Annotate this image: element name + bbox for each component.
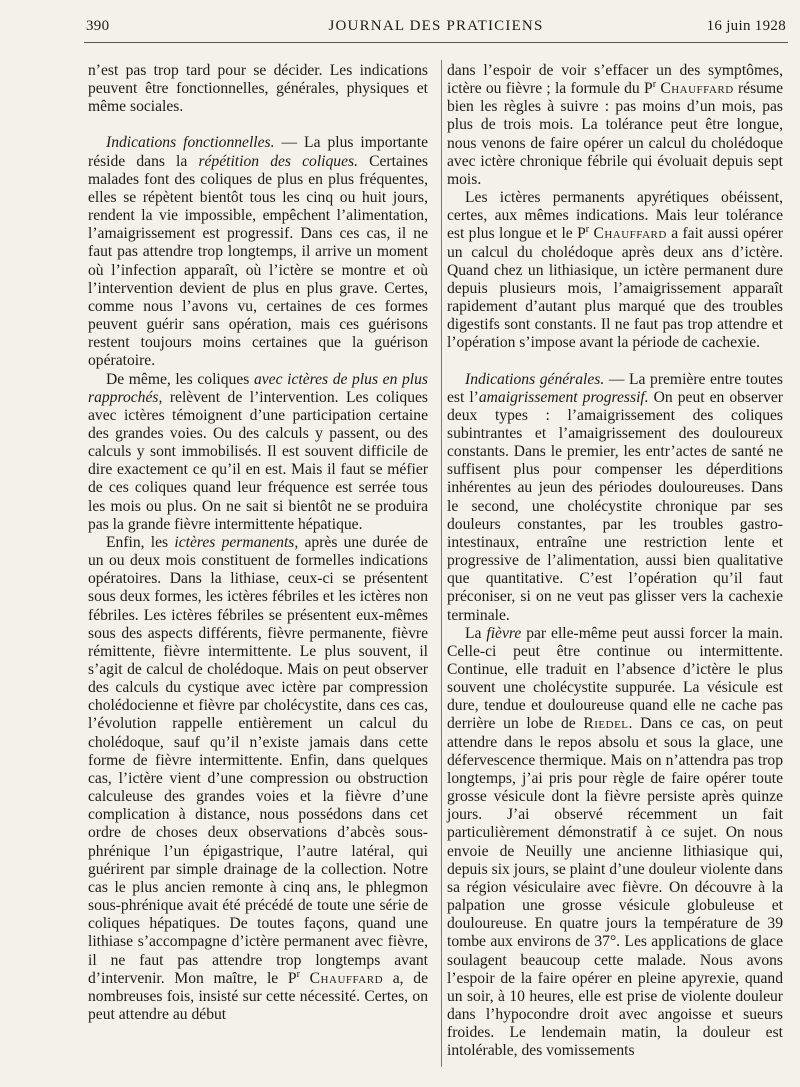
title-abbrev: P [644,80,653,98]
emphasis: ictères permanents, [174,533,299,551]
paragraph [447,189,783,352]
paragraph [447,371,783,625]
author-name: Riedel [583,715,629,733]
paragraph [88,534,428,1024]
paragraph-text: . Dans ce cas, on peut attendre dans le repos absolu et sous la glace, une défervescence thermique. Mais on n’attendra pas trop longtemps, j’ai pris pour règle de faire opérer toute grosse vésicule dont la fièvre persiste après quinze jours. J’ai observé récemment un fait particulièrement démonstratif à ce sujet. On nous envoie de Neuilly une ancienne lithiasique qui, depuis six jours, se plaint d’une douleur violente dans sa région vésiculaire avec fièvre. On découvre à la palpation une grosse vésicule globuleuse et douloureuse. En quatre jours la température de 39 tombe aux environs de 37°. Les applications de glace soulagent beaucoup cette malade. Nous avons l’espoir de la faire opérer en pleine apyrexie, quand un soir, à 10 heures, elle est prise de violente douleur dans l’hypocondre droit avec angoisse et sueurs froides. Le lendemain matin, la douleur est intolérable, des vomissements [447,715,783,1060]
paragraph-text: dans l’espoir de voir s’effacer un des symptômes, ictère ou fièvre ; la formule du [447,62,783,98]
paragraph-text: Certaines malades font des coliques de plus en plus fréquentes, elles se répètent bientôt tous les cinq ou huit jours, rendent la vie impossible, empêchent l’alimentation, l’amaigrissement est progressif. Dans ces cas, il ne faut pas attendre trop longtemps, il arrive un moment où l’infection apparaît, où l’ictère se montre et où l’intervention devient de plus en plus grave. Certes, comme nous l’avons vu, certaines de ces formes peuvent guérir sans opération, mais ces guérisons restent toujours moins certaines que la guérison opératoire. [88,152,428,370]
paragraph-text: Les ictères permanents apyrétiques obéissent, certes, aux mêmes indications. Mais leur tolérance est plus longue et le [447,189,783,243]
column-divider [441,60,442,1067]
paragraph [88,134,428,370]
section-heading: Indications générales. [465,370,605,388]
paragraph-text: — La plus importante réside dans la [88,134,428,170]
author-name: Chauffard [593,225,667,243]
paragraph-text: Enfin, les [106,533,175,551]
emphasis: fièvre [486,624,522,642]
paragraph-text: résume bien les règles à suivre : pas moins d’un mois, pas plus de trois mois. La tolérance peut être longue, nous venons de faire opérer un calcul du cholédoque avec ictère chronique fébrile qui évoluait depuis sept mois. [447,80,784,188]
running-header [86,18,786,42]
paragraph-text: n’est pas trop tard pour se décider. Les indications peuvent être fonctionnelles, générales, physiques et même sociales. [88,62,428,116]
paragraph-text: La [465,624,487,642]
paragraph-text: après une durée de un ou deux mois constituent de formelles indications opératoires. Dans la lithiase, ceux-ci se présentent sous deux formes, les ictères fébriles et les ictères non fébriles. Les ictères fébriles se présentent eux-mêmes sous des aspects différents, fièvre permanente, fièvre rémittente, fièvre intermittente. Le plus souvent, il s’agit de calcul de cholédoque. Mais on peut observer des calculs du cystique avec ictère par compression cholédocienne et fièvre par cholécystite, dans ces cas, l’évolution rappelle entièrement un calcul du cholédoque, sauf qu’il n’existe jamais dans cette forme de fièvre intermittente. Enfin, dans quelques cas, l’ictère vient d’une compression ou obstruction calculeuse des grandes voies et la fièvre d’une complication à distance, nous possédons dans cet ordre de choses deux observations d’abcès sous-phrénique l’un épigastrique, l’autre latéral, qui guérirent par simple drainage de la collection. Notre cas le plus ancien remonte à cinq ans, le phlegmon sous-phrénique avait été précédé de toute une série de coliques hépatiques. De toutes façons, quand une lithiase s’accompagne d’ictère permanent avec fièvre, il ne faut pas attendre trop longtemps avant d’intervenir. Mon maître, le [88,533,428,987]
paragraph-text: a fait aussi opérer un calcul du cholédoque après deux ans d’ictère. Quand chez un lithiasique, un ictère permanent dure depuis plusieurs mois, l’amaigrissement apparaît rapidement d’autant plus marqué que des troubles digestifs sont constants. Il ne faut pas trop attendre et l’opération s’impose avant la période de cachexie. [447,225,783,352]
paragraph-text: — La première entre toutes est l’ [447,370,783,406]
paragraph-text: a, de nombreuses fois, insisté sur cette nécessité. Certes, on peut attendre au début [88,969,428,1023]
title-abbrev-sup: r [585,224,590,236]
emphasis: répétition des coliques. [198,152,358,170]
paragraph [88,371,428,534]
author-name: Chauffard [660,80,734,98]
paragraph-text: De même, les coliques [106,370,254,388]
header-rule [84,42,788,43]
paragraph [447,62,783,189]
emphasis: avec ictères de plus en plus rapprochés, [88,370,428,406]
paragraph [88,62,428,116]
title-abbrev: P [577,225,586,243]
page-number: 390 [86,18,110,34]
emphasis: amaigrissement progressif. [478,388,649,406]
paragraph-text: relèvent de l’intervention. Les coliques avec ictères témoignent d’une participation certaine des grandes voies. Ou des calculs y passent, ou des calculs y sont immobilisés. Il est souvent difficile de dire exactement ce qu’il en est. Mais il faut se méfier de ces coliques quand leur fréquence est serrée tous les mois ou plus. On ne sait si bientôt ne se produira pas la grande fièvre intermittente hépatique. [88,388,428,533]
journal-title: JOURNAL DES PRATICIENS [328,18,544,34]
author-name: Chauffard [309,969,384,987]
title-abbrev: P [287,969,297,987]
paragraph-text: On peut en observer deux types : l’amaigrissement des coliques subintrantes et l’amaigrissement des douloureux constants. Dans le premier, les entr’actes de santé ne suffisent plus pour compenser les déperditions inhérentes au jeun des périodes douloureuses. Dans le second, une cholécystite chronique par ses douleurs constantes, par les troubles gastro-intestinaux, entraîne une restriction lente et progressive de l’alimentation, aussi bien qualitative que quantitative. C’est l’opération qu’il faut préconiser, si on ne veut pas glisser vers la cachexie terminale. [447,388,784,624]
title-abbrev-sup: r [652,78,657,90]
right-column [447,62,783,1060]
issue-date: 16 juin 1928 [706,18,786,34]
paragraph [447,625,783,1061]
title-abbrev-sup: r [296,968,300,980]
left-column [88,62,428,1024]
paragraph-text: par elle-même peut aussi forcer la main. Celle-ci peut être continue ou intermittente. Continue, elle traduit en l’absence d’ictère le plus souvent une cholécystite suppurée. La vésicule est dure, tendue et douloureuse quand elle ne cache pas derrière un lobe de [447,624,783,733]
section-heading: Indications fonctionnelles. [106,134,275,152]
